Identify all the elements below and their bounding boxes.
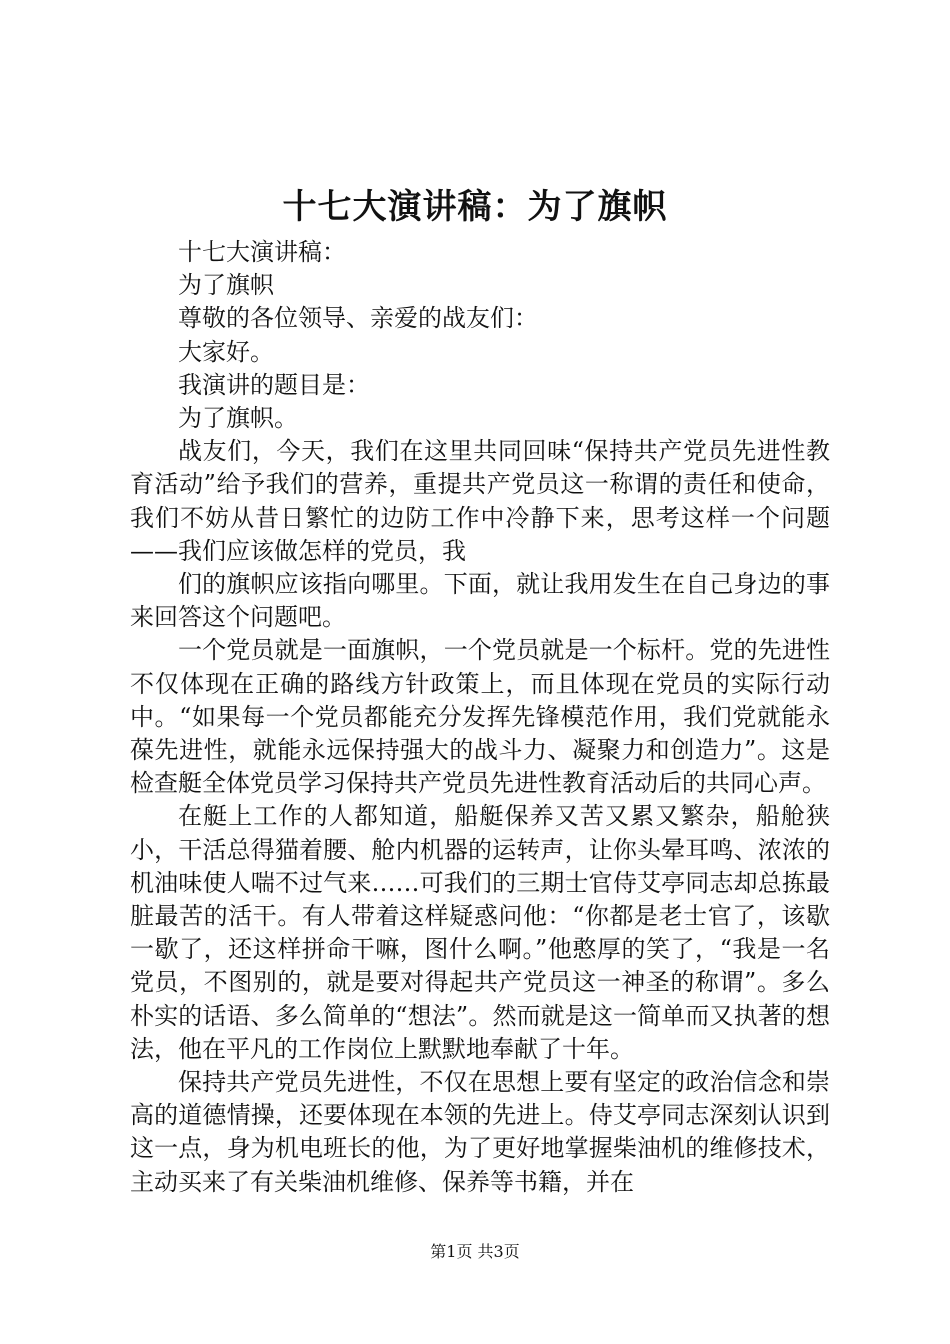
document-body <box>130 236 830 1199</box>
paragraph: 为了旗帜。 <box>178 404 298 433</box>
paragraph: 战友们，今天，我们在这里共同回味“保持共产党员先进性教育活动”给予我们的营养，重提共产党员这一称谓的责任和使命，我们不妨从昔日繁忙的边防工作中冷静下来，思考这样一个问题——我们应该做怎样的党员，我 <box>130 437 830 565</box>
paragraph: 们的旗帜应该指向哪里。下面，就让我用发生在自己身边的事来回答这个问题吧。 <box>130 570 830 632</box>
page-footer: 第1页 共3页 <box>430 1242 520 1261</box>
paragraph: 十七大演讲稿： <box>178 238 346 266</box>
paragraph: 尊敬的各位领导、亲爱的战友们： <box>178 304 538 333</box>
paragraph: 在艇上工作的人都知道，船艇保养又苦又累又繁杂，船舱狭小，干活总得猫着腰、舱内机器的运转声，让你头晕耳鸣、浓浓的机油味使人喘不过气来……可我们的三期士官侍艾亭同志却总拣最脏最苦的活干。有人带着这样疑惑问他：“你都是老士官了，该歇一歇了，还这样拼命干嘛，图什么啊。”他憨厚的笑了，“我是一名党员，不图别的，就是要对得起共产党员这一神圣的称谓”。多么朴实的话语、多么简单的“想法”。然而就是这一简单而又执著的想法，他在平凡的工作岗位上默默地奉献了十年。 <box>130 802 830 1063</box>
paragraph: 为了旗帜 <box>178 271 274 300</box>
paragraph: 一个党员就是一面旗帜，一个党员就是一个标杆。党的先进性不仅体现在正确的路线方针政策上，而且体现在党员的实际行动中。“如果每一个党员都能充分发挥先锋模范作用，我们党就能永葆先进性，就能永远保持强大的战斗力、凝聚力和创造力”。这是检查艇全体党员学习保持共产党员先进性教育活动后的共同心声。 <box>130 636 830 798</box>
paragraph: 保持共产党员先进性，不仅在思想上要有坚定的政治信念和崇高的道德情操，还要体现在本领的先进上。侍艾亭同志深刻认识到这一点，身为机电班长的他，为了更好地掌握柴油机的维修技术，主动买来了有关柴油机维修、保养等书籍，并在 <box>130 1068 830 1196</box>
document-title: 十七大演讲稿：为了旗帜 <box>282 187 668 227</box>
paragraph: 我演讲的题目是： <box>178 370 370 399</box>
paragraph: 大家好。 <box>178 337 274 366</box>
